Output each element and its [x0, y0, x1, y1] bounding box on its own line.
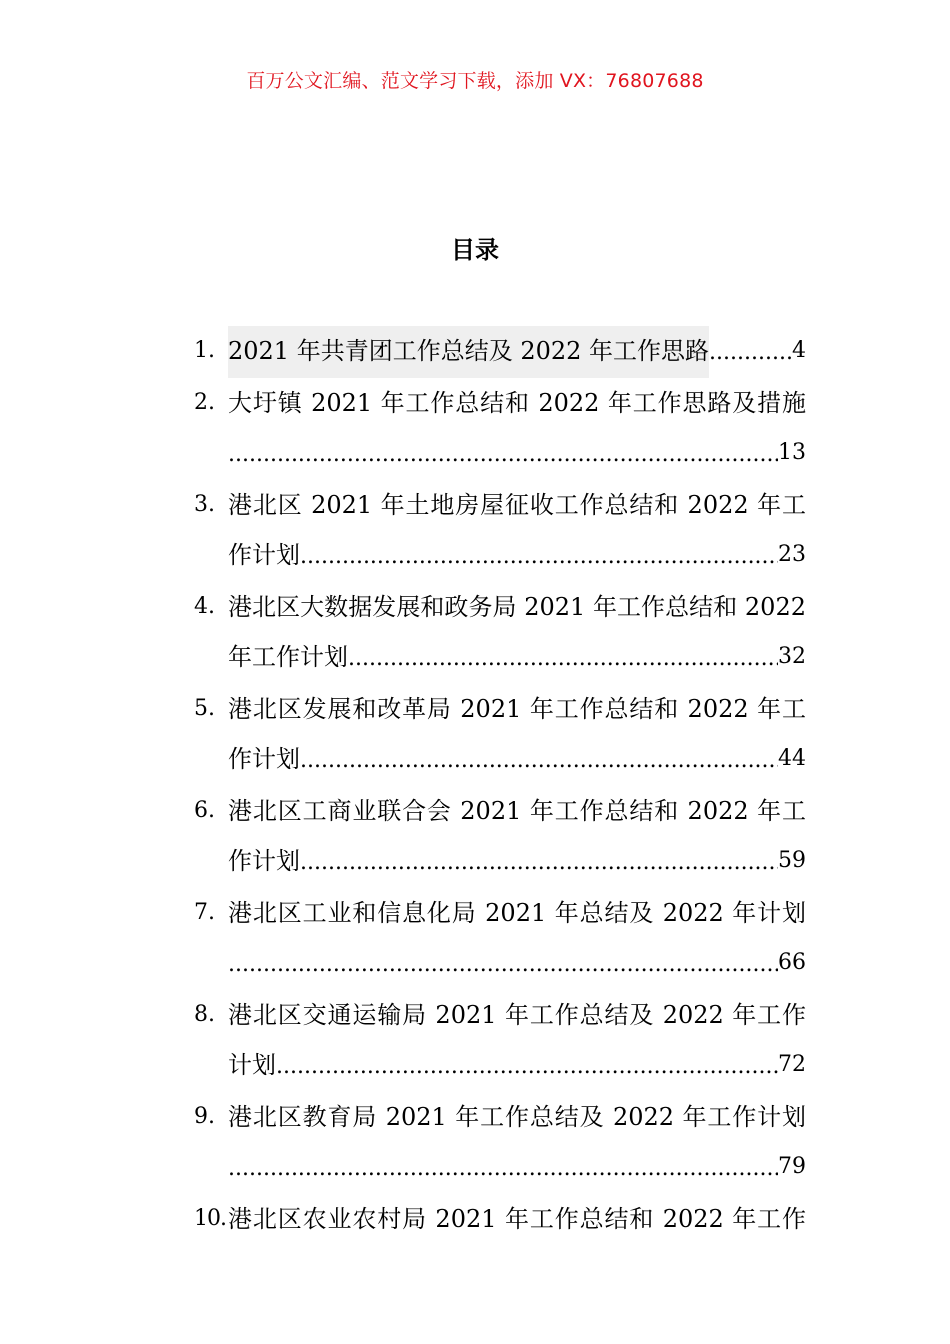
entry-page: 66 — [778, 950, 806, 975]
toc-entry[interactable] — [194, 888, 806, 990]
entry-title: 港北区工商业联合会 2021 年工作总结和 2022 年工 — [228, 797, 806, 825]
toc-entry[interactable] — [194, 1194, 806, 1244]
entry-leader-line — [228, 326, 806, 378]
entry-title: 港北区教育局 2021 年工作总结及 2022 年工作计划 — [228, 1103, 806, 1131]
entry-title-continued: 计划 — [228, 1051, 276, 1079]
entry-title-continued: 作计划 — [228, 541, 300, 569]
entry-title: 港北区交通运输局 2021 年工作总结及 2022 年工作 — [228, 1001, 806, 1029]
entry-leader-line — [228, 734, 806, 786]
header-note: 百万公文汇编、范文学习下载，添加 VX：76807688 — [246, 70, 704, 92]
entry-title-continued: 作计划 — [228, 745, 300, 773]
toc-title: 目录 — [451, 236, 499, 264]
entry-number: 6. — [194, 798, 215, 823]
dot-leader — [228, 428, 778, 480]
entry-title: 港北区农业农村局 2021 年工作总结和 2022 年工作 — [228, 1205, 806, 1233]
entry-number: 9. — [194, 1104, 215, 1129]
toc-entry[interactable] — [194, 1092, 806, 1194]
entry-leader-line — [228, 632, 806, 684]
dot-leader — [300, 836, 778, 888]
entry-number: 1. — [194, 338, 215, 363]
entry-leader-line — [228, 530, 806, 582]
entry-number: 3. — [194, 492, 215, 517]
dot-leader — [300, 530, 778, 582]
entry-number: 4. — [194, 594, 215, 619]
toc-entry[interactable] — [194, 786, 806, 888]
entry-page: 23 — [778, 542, 806, 567]
dot-leader — [228, 1142, 778, 1194]
dot-leader — [300, 734, 778, 786]
entry-page: 72 — [778, 1052, 806, 1077]
entry-title-continued: 年工作计划 — [228, 643, 348, 671]
toc-entry[interactable] — [194, 378, 806, 480]
entry-title-continued: 作计划 — [228, 847, 300, 875]
entry-title: 2021 年共青团工作总结及 2022 年工作思路 — [228, 326, 709, 378]
entry-leader-line — [228, 428, 806, 480]
entry-title: 港北区 2021 年土地房屋征收工作总结和 2022 年工 — [228, 491, 806, 519]
toc-entry[interactable] — [194, 990, 806, 1092]
entry-page: 79 — [778, 1154, 806, 1179]
toc-entry[interactable] — [194, 582, 806, 684]
table-of-contents — [194, 326, 806, 1244]
entry-title: 大圩镇 2021 年工作总结和 2022 年工作思路及措施 — [228, 389, 806, 417]
entry-page: 4 — [792, 338, 806, 363]
entry-title: 港北区工业和信息化局 2021 年总结及 2022 年计划 — [228, 899, 806, 927]
entry-leader-line — [228, 1040, 806, 1092]
entry-number: 5. — [194, 696, 215, 721]
entry-page: 59 — [778, 848, 806, 873]
entry-number: 7. — [194, 900, 215, 925]
dot-leader — [276, 1040, 778, 1092]
entry-page: 44 — [778, 746, 806, 771]
toc-entry[interactable] — [194, 480, 806, 582]
toc-entry[interactable] — [194, 326, 806, 378]
entry-leader-line — [228, 1142, 806, 1194]
entry-number: 8. — [194, 1002, 215, 1027]
entry-leader-line — [228, 938, 806, 990]
entry-number: 2. — [194, 390, 215, 415]
entry-page: 13 — [778, 440, 806, 465]
dot-leader — [228, 938, 778, 990]
entry-number: 10. — [194, 1206, 226, 1231]
dot-leader — [709, 326, 792, 378]
toc-entry[interactable] — [194, 684, 806, 786]
dot-leader — [348, 632, 778, 684]
entry-page: 32 — [778, 644, 806, 669]
entry-title: 港北区大数据发展和政务局 2021 年工作总结和 2022 — [228, 593, 806, 621]
entry-title: 港北区发展和改革局 2021 年工作总结和 2022 年工 — [228, 695, 806, 723]
entry-leader-line — [228, 836, 806, 888]
